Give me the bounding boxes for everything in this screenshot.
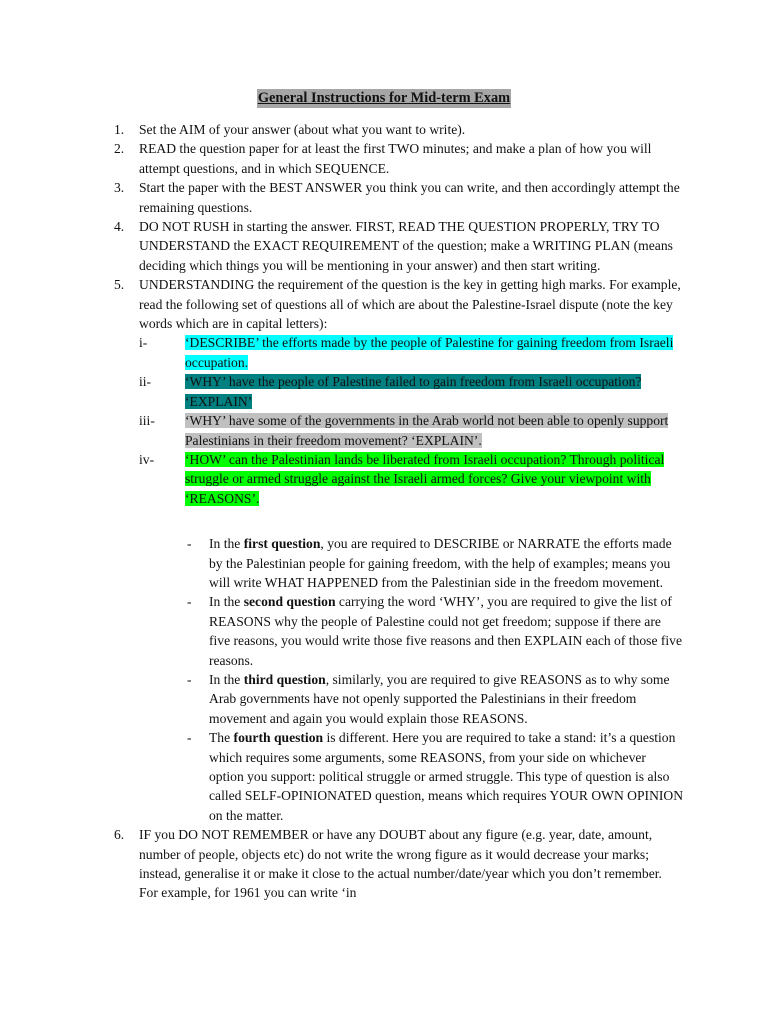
- explanation-lead: The: [209, 730, 234, 746]
- explanation-list: [139, 534, 684, 825]
- bullet-dash: -: [187, 536, 192, 552]
- instruction-item-1: [114, 120, 684, 139]
- instruction-item-4: [114, 217, 684, 275]
- explanation-keyword: third question: [243, 671, 326, 687]
- roman-numeral: i-: [139, 335, 148, 351]
- item-number: 4.: [114, 219, 125, 235]
- explanation-lead: In the: [209, 594, 244, 610]
- explanation-body: carrying the word ‘WHY’, you are required to give the list of REASONS why the people of Palestine could not get freedom; suppose if there are five reasons, you would write those five reasons and then EXPLAIN each of those five reasons.: [209, 594, 683, 668]
- bullet-dash: -: [187, 671, 192, 687]
- example-question-3: [139, 411, 684, 450]
- explanation-third-question: [139, 670, 684, 728]
- highlighted-question-text: ‘HOW’ can the Palestinian lands be liberated from Israeli occupation? Through political struggle or armed struggle against the Israeli armed forces? Give your viewpoint with ‘REASONS’.: [185, 451, 665, 506]
- item-text: Set the AIM of your answer (about what you want to write).: [139, 122, 466, 137]
- document-title: General Instructions for Mid-term Exam: [257, 90, 511, 106]
- instruction-item-3: [114, 178, 684, 217]
- title-wrapper: [0, 88, 768, 108]
- explanation-lead: In the: [209, 671, 244, 687]
- instruction-item-2: [114, 139, 684, 178]
- explanation-keyword: first question: [243, 536, 321, 552]
- explanation-lead: In the: [209, 536, 244, 552]
- explanation-fourth-question: [139, 728, 684, 825]
- explanation-body: , you are required to DESCRIBE or NARRATE the efforts made by the Palestinian people for gaining freedom, with the help of examples; means you will write WHAT HAPPENED from the Palestinian side in the freedom movement.: [209, 536, 672, 590]
- item-number: 5.: [114, 277, 125, 293]
- item-text: DO NOT RUSH in starting the answer. FIRST, READ THE QUESTION PROPERLY, TRY TO UNDERSTAND the EXACT REQUIREMENT of the question; make a WRITING PLAN (means deciding which things you will be mentioning in your answer) and then start writing.: [139, 219, 673, 273]
- explanation-keyword: second question: [243, 594, 336, 610]
- explanation-keyword: fourth question: [233, 730, 324, 746]
- explanation-body: , similarly, you are required to give REASONS as to why some Arab governments have not openly supported the Palestinians in their freedom movement and again you would explain those REASONS.: [209, 671, 670, 726]
- item-text: READ the question paper for at least the first TWO minutes; and make a plan of how you will attempt questions, and in which SEQUENCE.: [139, 141, 652, 176]
- example-question-4: [139, 450, 684, 508]
- instruction-list: [114, 120, 684, 903]
- item-number: 6.: [114, 827, 125, 843]
- explanation-body: is different. Here you are required to take a stand: it’s a question which requires some arguments, some REASONS, from your side on whichever option you support: political struggle or armed struggle. This type of question is also called SELF-OPINIONATED question, means which requires YOUR OWN OPINION on the matter.: [209, 730, 684, 823]
- roman-numeral: iii-: [139, 413, 155, 429]
- roman-numeral: iv-: [139, 451, 155, 467]
- highlighted-question-text: ‘DESCRIBE’ the efforts made by the people of Palestine for gaining freedom from Israeli occupation.: [185, 335, 674, 370]
- roman-numeral: ii-: [139, 374, 152, 390]
- explanation-first-question: [139, 534, 684, 592]
- instruction-item-6: [114, 825, 684, 903]
- example-question-list: [139, 333, 684, 508]
- item-text: UNDERSTANDING the requirement of the question is the key in getting high marks. For example, read the following set of questions all of which are about the Palestine-Israel dispute (note the key words which are in capital letters):: [139, 277, 681, 332]
- highlighted-question-text: ‘WHY’ have some of the governments in the Arab world not been able to openly support Palestinians in their freedom movement? ‘EXPLAIN’.: [185, 413, 669, 448]
- item-number: 1.: [114, 122, 125, 137]
- example-question-1: [139, 333, 684, 372]
- example-question-2: [139, 372, 684, 411]
- instruction-item-5: [114, 275, 684, 825]
- item-number: 3.: [114, 180, 125, 196]
- item-text: IF you DO NOT REMEMBER or have any DOUBT about any figure (e.g. year, date, amount, number of people, objects etc) do not write the wrong figure as it would decrease your marks; instead, generalise it or make it close to the actual number/date/year which you don’t remember. For example, for 1961 you can write ‘in: [139, 827, 662, 901]
- item-number: 2.: [114, 141, 125, 157]
- highlighted-question-text: ‘WHY’ have the people of Palestine failed to gain freedom from Israeli occupation? ‘EXPLAIN’: [185, 374, 642, 409]
- item-text: Start the paper with the BEST ANSWER you think you can write, and then accordingly attempt the remaining questions.: [139, 180, 680, 215]
- explanation-second-question: [139, 592, 684, 670]
- bullet-dash: -: [187, 594, 192, 610]
- bullet-dash: -: [187, 730, 192, 746]
